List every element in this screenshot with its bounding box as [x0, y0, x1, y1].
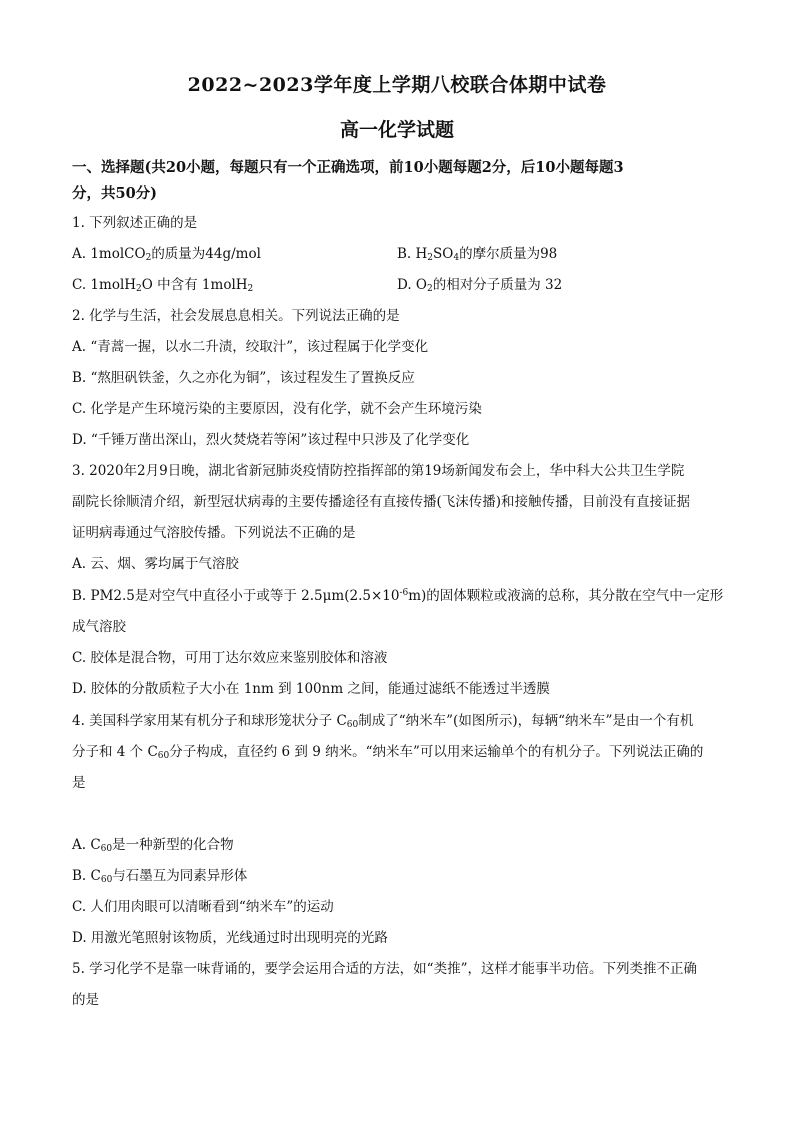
- q3-stem-line2: 副院长徐顺清介绍，新型冠状病毒的主要传播途径有直接传播(飞沫传播)和接触传播，目前没有直接证据: [72, 494, 691, 510]
- q5-stem-line2: 的是: [72, 992, 99, 1008]
- q4-stem-line3: 是: [72, 775, 86, 791]
- q2-option-b: B. “熬胆矾铁釜，久之亦化为铜”，该过程发生了置换反应: [72, 370, 415, 386]
- q3-stem-line3: 证明病毒通过气溶胶传播。下列说法不正确的是: [72, 525, 356, 541]
- q1-option-b: B. $H_2SO_4$的摩尔质量为98: [397, 246, 558, 263]
- exam-subtitle: 高一化学试题: [339, 119, 454, 141]
- section-heading-line1: 一、选择题(共20小题，每题只有一个正确选项，前10小题每题2分，后10小题每题3: [72, 159, 624, 176]
- q2-option-a: A. “青蒿一握，以水二升渍，绞取汁”，该过程属于化学变化: [72, 339, 429, 355]
- q4-stem-line2: 分子和 4 个 $C_{60}$分子构成，直径约 6 到 9 纳米。“纳米车”可以用来运输单个的有机分子。下列说法正确的: [72, 744, 704, 761]
- q3-option-b-line2: 成气溶胶: [72, 619, 126, 635]
- exam-title: 2022~2023学年度上学期八校联合体期中试卷: [187, 74, 607, 96]
- q2-option-c: C. 化学是产生环境污染的主要原因，没有化学，就不会产生环境污染: [72, 401, 482, 417]
- q1-option-c: C. 1molH$_2$O 中含有 1molH$_2$: [72, 277, 254, 294]
- q2-option-d: D. “千锤万凿出深山，烈火焚烧若等闲”该过程中只涉及了化学变化: [72, 432, 470, 448]
- q3-option-a: A. 云、烟、雾均属于气溶胶: [72, 556, 239, 572]
- q3-option-d: D. 胶体的分散质粒子大小在 1nm 到 100nm 之间，能通过滤纸不能透过半透膜: [72, 681, 550, 697]
- q3-option-b-line1: B. PM2.5是对空气中直径小于或等于 $2.5\mu m(2.5\times 10^{-6}m)$的固体颗粒或液滴的总称，其分散在空气中一定形: [72, 588, 724, 604]
- q5-stem-line1: 5. 学习化学不是靠一味背诵的，要学会运用合适的方法，如“类推”，这样才能事半功倍。下列类推不正确: [72, 961, 697, 977]
- q1-option-d: D. $O_2$的相对分子质量为 32: [397, 277, 563, 294]
- q2-stem: 2. 化学与生活，社会发展息息相关。下列说法正确的是: [72, 308, 400, 324]
- q4-stem-line1: 4. 美国科学家用某有机分子和球形笼状分子 $C_{60}$制成了“纳米车”(如图所示)，每辆“纳米车”是由一个有机: [72, 713, 694, 730]
- q3-stem-line1: 3. 2020年2月9日晚，湖北省新冠肺炎疫情防控指挥部的第19场新闻发布会上，华中科大公共卫生学院: [72, 463, 685, 479]
- section-heading-line2: 分，共50分): [72, 185, 158, 202]
- q4-option-a: A. $C_{60}$是一种新型的化合物: [72, 837, 234, 854]
- q4-option-b: B. $C_{60}$与石墨互为同素异形体: [72, 868, 248, 885]
- q1-option-a: A. 1molCO$_2$的质量为44g/mol: [72, 246, 261, 263]
- q3-option-c: C. 胶体是混合物，可用丁达尔效应来鉴别胶体和溶液: [72, 650, 388, 666]
- q4-option-d: D. 用激光笔照射该物质，光线通过时出现明亮的光路: [72, 930, 388, 946]
- q1-stem: 1. 下列叙述正确的是: [72, 215, 198, 231]
- q4-option-c: C. 人们用肉眼可以清晰看到“纳米车”的运动: [72, 899, 334, 915]
